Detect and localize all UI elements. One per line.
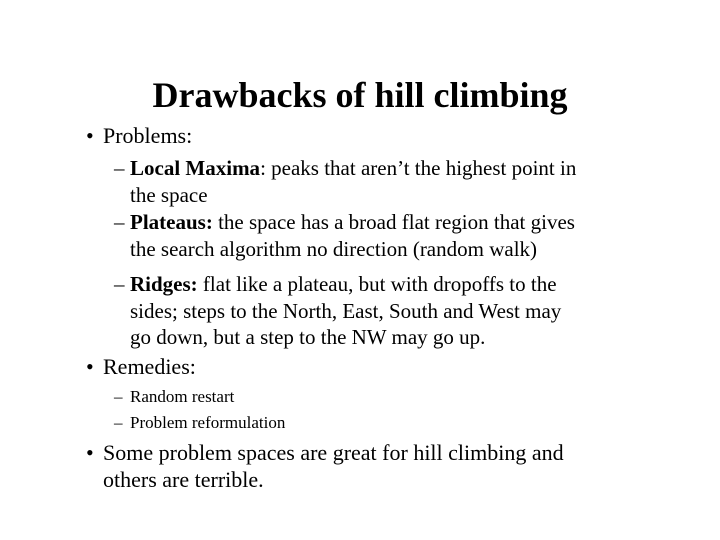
- dash-icon: –: [114, 413, 123, 432]
- problem-ridges-line2: sides; steps to the North, East, South and West may: [130, 298, 562, 323]
- bullet-problems-label: Problems:: [103, 123, 193, 148]
- problem-plateaus-term: Plateaus:: [130, 210, 213, 234]
- problem-local-maxima-line1: [130, 155, 576, 182]
- problem-ridges-term: Ridges:: [130, 272, 198, 296]
- remedy-problem-reformulation-label: Problem reformulation: [130, 413, 286, 432]
- dash-icon: –: [114, 387, 123, 406]
- problem-plateaus-line1: [130, 209, 575, 236]
- bullet-remedies-label: Remedies:: [103, 354, 196, 379]
- dash-icon: –: [114, 210, 125, 234]
- problem-local-maxima-desc: : peaks that aren’t the highest point in: [260, 156, 577, 180]
- problem-ridges-line1: [130, 271, 557, 298]
- dash-icon: –: [114, 156, 125, 180]
- problem-local-maxima-line2: the space: [130, 182, 208, 207]
- bullet-closing-line2: others are terrible.: [103, 467, 264, 492]
- problem-local-maxima-term: Local Maxima: [130, 156, 261, 180]
- problem-ridges-line3: go down, but a step to the NW may go up.: [130, 325, 486, 349]
- bullet-icon: •: [86, 440, 94, 465]
- problem-plateaus-line2: the search algorithm no direction (random walk): [130, 236, 538, 261]
- remedy-random-restart-label: Random restart: [130, 387, 235, 406]
- slide-title: Drawbacks of hill climbing: [152, 75, 568, 115]
- bullet-icon: •: [86, 354, 94, 379]
- dash-icon: –: [114, 272, 125, 296]
- problem-ridges-desc: flat like a plateau, but with dropoffs to the: [197, 272, 557, 296]
- problem-plateaus-desc: the space has a broad flat region that gives: [212, 210, 575, 234]
- bullet-closing-line1: Some problem spaces are great for hill climbing and: [103, 440, 564, 465]
- bullet-icon: •: [86, 123, 94, 148]
